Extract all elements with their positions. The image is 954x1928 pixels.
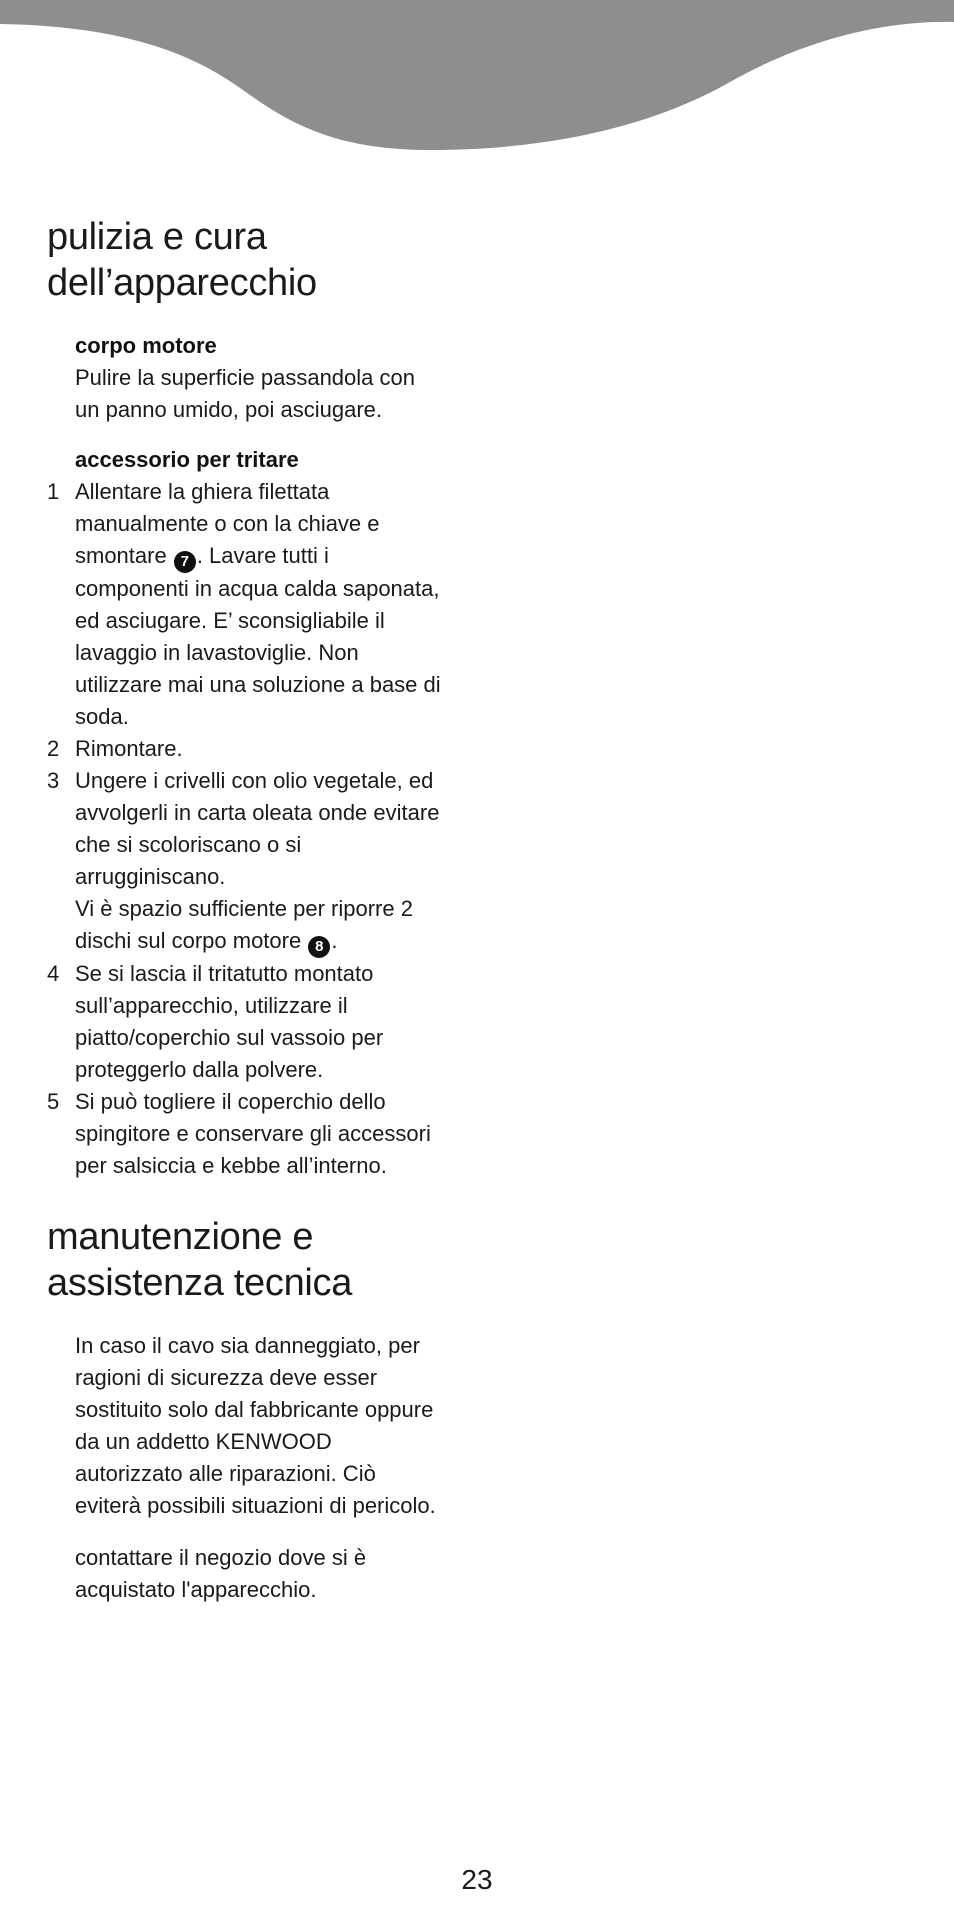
text-line: Ungere i crivelli con olio vegetale, ed <box>75 768 434 793</box>
text-line: eviterà possibili situazioni di pericolo. <box>75 1493 436 1518</box>
list-item <box>47 765 487 958</box>
title-line: assistenza tecnica <box>47 1262 353 1304</box>
text-line: lavaggio in lavastoviglie. Non <box>75 640 359 665</box>
figure-7-badge-icon: 7 <box>174 551 196 573</box>
step-number: 2 <box>47 736 60 761</box>
text-fragment: . Lavare tutti i <box>196 543 329 568</box>
subheading-motor-unit: corpo motore <box>75 333 217 358</box>
text-fragment: dischi sul corpo motore <box>75 928 308 953</box>
text-line: per salsiccia e kebbe all’interno. <box>75 1153 387 1178</box>
title-line: pulizia e cura <box>47 216 267 258</box>
text-line: utilizzare mai una soluzione a base di <box>75 672 441 697</box>
text-line: ed asciugare. E’ sconsigliabile il <box>75 608 385 633</box>
text-line: proteggerlo dalla polvere. <box>75 1057 324 1082</box>
text-line <box>75 925 487 958</box>
text-line: spingitore e conservare gli accessori <box>75 1121 431 1146</box>
text-line: arrugginiscano. <box>75 864 226 889</box>
text-line: piatto/coperchio sul vassoio per <box>75 1025 384 1050</box>
subheading-mincer: accessorio per tritare <box>75 447 299 472</box>
text-line: ragioni di sicurezza deve esser <box>75 1365 378 1390</box>
list-item <box>47 476 487 733</box>
text-line: da un addetto KENWOOD <box>75 1429 332 1454</box>
text-line: Rimontare. <box>75 736 183 761</box>
text-line: contattare il negozio dove si è <box>75 1545 367 1570</box>
text-line: sostituito solo dal fabbricante oppure <box>75 1397 434 1422</box>
text-line: Pulire la superficie passandola con <box>75 365 415 390</box>
text-line: un panno umido, poi asciugare. <box>75 397 382 422</box>
text-line: Si può togliere il coperchio dello <box>75 1089 386 1114</box>
step-number: 5 <box>47 1089 60 1114</box>
step-number: 4 <box>47 961 60 986</box>
text-line: autorizzato alle riparazioni. Ciò <box>75 1461 376 1486</box>
figure-8-badge-icon: 8 <box>308 936 330 958</box>
list-item <box>47 958 487 1086</box>
text-line: componenti in acqua calda saponata, <box>75 576 440 601</box>
text-line: In caso il cavo sia danneggiato, per <box>75 1333 420 1358</box>
list-item <box>47 1086 487 1182</box>
text-line: avvolgerli in carta oleata onde evitare <box>75 800 440 825</box>
maintenance-paragraph <box>75 1330 487 1522</box>
text-line: Allentare la ghiera filettata <box>75 479 330 504</box>
text-line: manualmente o con la chiave e <box>75 511 380 536</box>
section-title-cleaning <box>47 214 487 306</box>
text-line <box>75 540 487 573</box>
step-number: 1 <box>47 479 60 504</box>
text-fragment: . <box>331 928 338 953</box>
step-number: 3 <box>47 768 60 793</box>
list-item <box>47 733 487 765</box>
page-number: 23 <box>461 1864 493 1895</box>
page-content <box>47 214 487 1606</box>
header-wave-decoration <box>0 0 954 160</box>
text-line: Se si lascia il tritatutto montato <box>75 961 374 986</box>
section-title-maintenance <box>47 1214 487 1306</box>
title-line: manutenzione e <box>47 1216 314 1258</box>
header-wave-shape <box>0 0 954 150</box>
mincer-steps-list <box>47 476 487 1182</box>
text-fragment: smontare <box>75 543 173 568</box>
contact-paragraph <box>75 1542 487 1606</box>
text-line: che si scoloriscano o si <box>75 832 302 857</box>
text-line: soda. <box>75 704 129 729</box>
motor-unit-text <box>75 362 487 426</box>
text-line: acquistato l'apparecchio. <box>75 1577 317 1602</box>
text-line: Vi è spazio sufficiente per riporre 2 <box>75 896 413 921</box>
text-line: sull’apparecchio, utilizzare il <box>75 993 348 1018</box>
title-line: dell’apparecchio <box>47 262 317 304</box>
